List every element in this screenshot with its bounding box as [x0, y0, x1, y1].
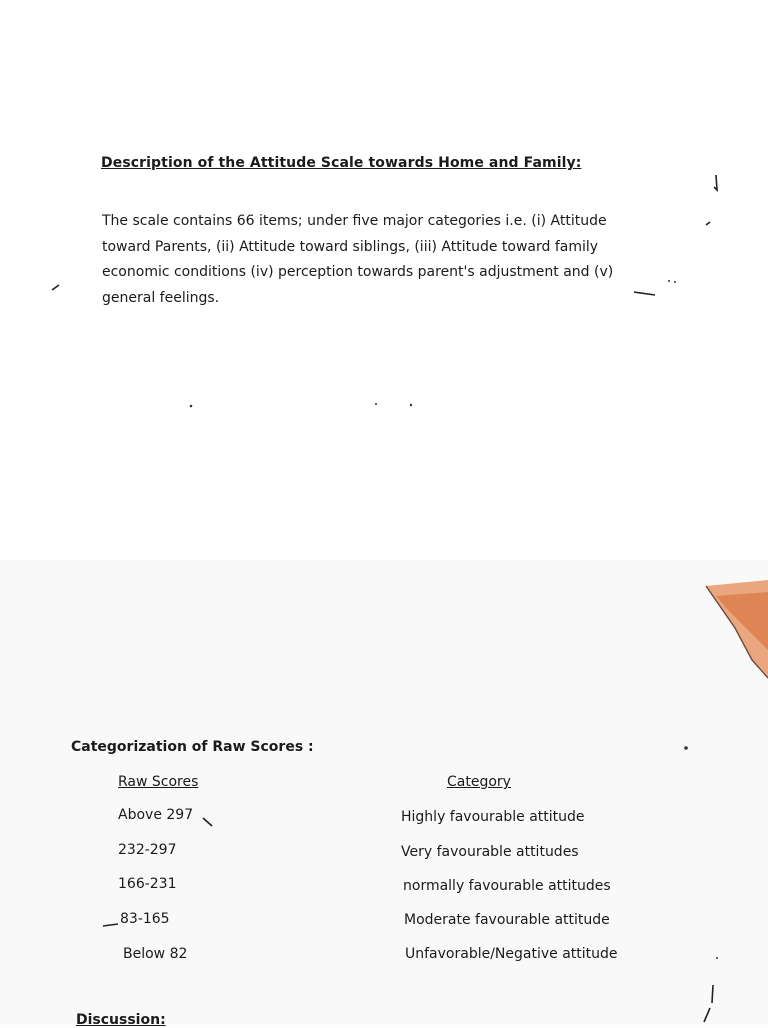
description-line-4: general feelings.: [102, 290, 220, 306]
description-line-1: The scale contains 66 items; under five major categories i.e. (i) Attitude: [102, 213, 607, 229]
category-header: Category: [447, 774, 511, 790]
score-cell: Below 82: [123, 946, 188, 962]
description-line-3: economic conditions (iv) perception towards parent's adjustment and (v): [102, 264, 614, 280]
score-cell: 83-165: [120, 911, 170, 927]
category-cell: normally favourable attitudes: [403, 878, 611, 894]
score-cell: Above 297: [118, 807, 194, 823]
raw-scores-header: Raw Scores: [118, 774, 199, 790]
categorization-title: Categorization of Raw Scores :: [71, 739, 314, 755]
description-heading: Description of the Attitude Scale towards Home and Family:: [101, 155, 582, 171]
pen-mark-stroke: [52, 175, 717, 1022]
score-cell: 166-231: [118, 876, 177, 892]
description-line-2: toward Parents, (ii) Attitude toward siblings, (iii) Attitude toward family: [102, 239, 599, 255]
category-cell: Highly favourable attitude: [401, 809, 585, 825]
speck-dots: [190, 280, 718, 959]
score-cell: 232-297: [118, 842, 177, 858]
category-cell: Moderate favourable attitude: [404, 912, 610, 928]
category-cell: Unfavorable/Negative attitude: [405, 946, 618, 962]
category-cell: Very favourable attitudes: [401, 844, 579, 860]
torn-corner-shape: [706, 580, 768, 678]
discussion-heading: Discussion:: [76, 1012, 166, 1028]
